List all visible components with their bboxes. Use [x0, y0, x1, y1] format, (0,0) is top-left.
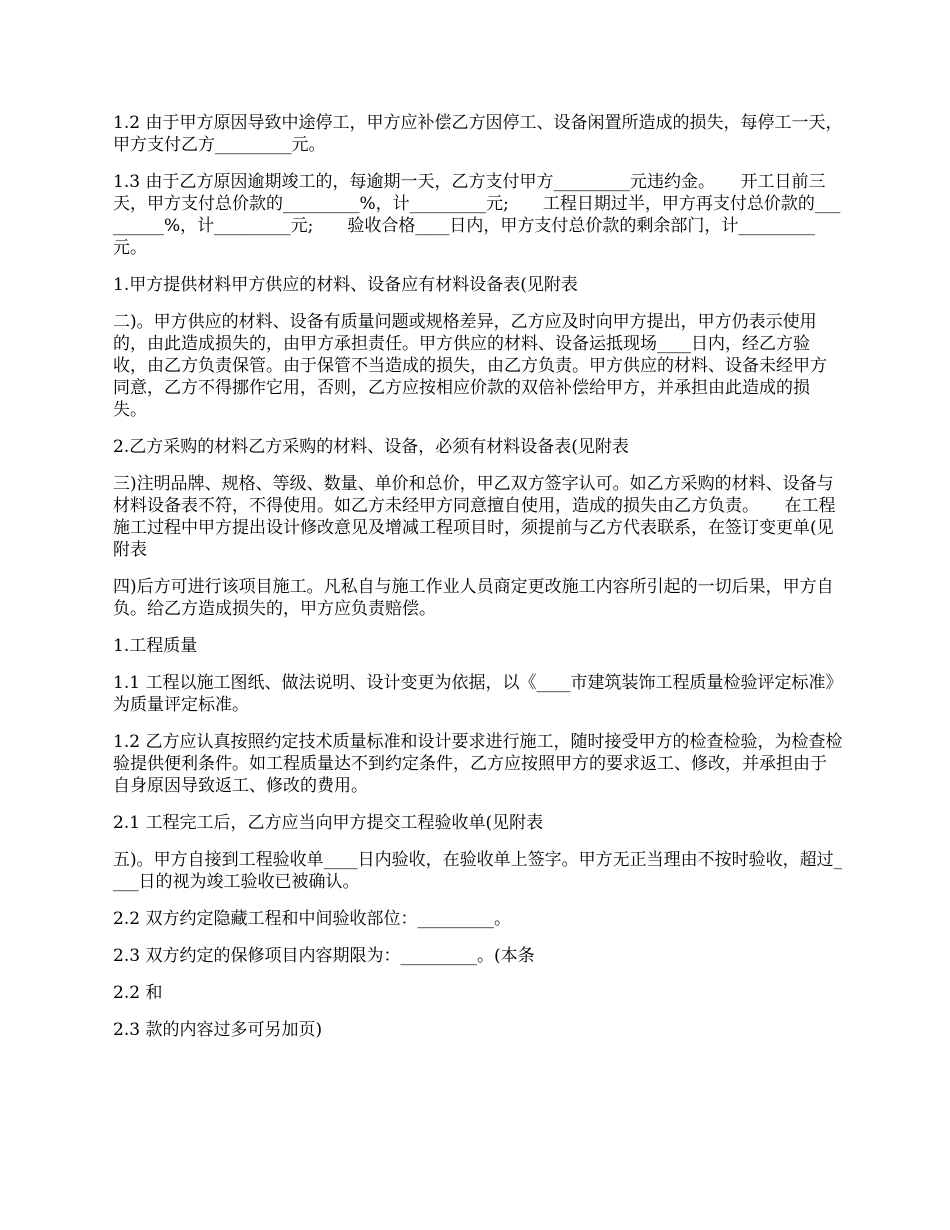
paragraph-2-3-note: 2.3 款的内容过多可另加页) [113, 1020, 323, 1040]
paragraph-change-order: 四)后方可进行该项目施工。凡私自与施工作业人员商定更改施工内容所引起的一切后果，甲方自负。给乙方造成损失的，甲方应负责赔偿。 [113, 577, 834, 619]
paragraph-party-a-materials-detail: 二)。甲方供应的材料、设备有质量问题或规格差异，乙方应及时向甲方提出，甲方仍表示使用的，由此造成损失的，由甲方承担责任。甲方供应的材料、设备运抵现场____日内，经乙方验收，由乙方负责保管。由于保管不当造成的损失，由乙方负责。甲方供应的材料、设备未经甲方同意，乙方不得挪作它用，否则，乙方应按相应价款的双倍补偿给甲方，并承担由此造成的损失。 [113, 312, 827, 420]
paragraph-1-2-work-stoppage: 1.2 由于甲方原因导致中途停工，甲方应补偿乙方因停工、设备闲置所造成的损失，每停工一天，甲方支付乙方_________元。 [113, 113, 843, 155]
section-heading-quality: 1.工程质量 [113, 636, 198, 656]
paragraph-2-3-warranty: 2.3 双方约定的保修项目内容期限为：_________。(本条 [113, 946, 535, 966]
paragraph-party-b-materials-detail: 三)注明品牌、规格、等级、数量、单价和总价，甲乙双方签字认可。如乙方采购的材料、设备与材料设备表不符，不得使用。如乙方未经甲方同意擅自使用，造成的损失由乙方负责。 在工程施工过程中甲方提出设计修改意见及增减工程项目时，须提前与乙方代表联系，在签订变更单(见附表 [113, 474, 836, 560]
paragraph-1-1-quality-standard: 1.1 工程以施工图纸、做法说明、设计变更为依据，以《____市建筑装饰工程质量检验评定标准》为质量评定标准。 [113, 673, 843, 715]
paragraph-2-2-hidden-works: 2.2 双方约定隐藏工程和中间验收部位：_________。 [113, 909, 511, 929]
paragraph-acceptance-detail: 五)。甲方自接到工程验收单____日内验收，在验收单上签字。甲方无正当理由不按时验收，超过____日的视为竣工验收已被确认。 [113, 850, 843, 892]
paragraph-party-b-materials: 2.乙方采购的材料乙方采购的材料、设备，必须有材料设备表(见附表 [113, 437, 629, 457]
paragraph-2-1-acceptance: 2.1 工程完工后，乙方应当向甲方提交工程验收单(见附表 [113, 813, 544, 833]
paragraph-2-2-and: 2.2 和 [113, 983, 163, 1003]
paragraph-1-3-delay-penalty: 1.3 由于乙方原因逾期竣工的，每逾期一天，乙方支付甲方_________元违约金。 开工日前三天，甲方支付总价款的_________%，计_________元; 工程日期过半，甲方再支付总价款的_________%，计_________元; 验收合格____日内，甲方支付总价款的剩余部门，计_________元。 [113, 172, 841, 258]
paragraph-1-2-quality-requirements: 1.2 乙方应认真按照约定技术质量标准和设计要求进行施工，随时接受甲方的检查检验，为检查检验提供便利条件。如工程质量达不到约定条件，乙方应按照甲方的要求返工、修改，并承担由于自身原因导致返工、修改的费用。 [113, 732, 843, 796]
document-body [113, 112, 843, 1056]
paragraph-party-a-materials: 1.甲方提供材料甲方供应的材料、设备应有材料设备表(见附表 [113, 275, 578, 295]
